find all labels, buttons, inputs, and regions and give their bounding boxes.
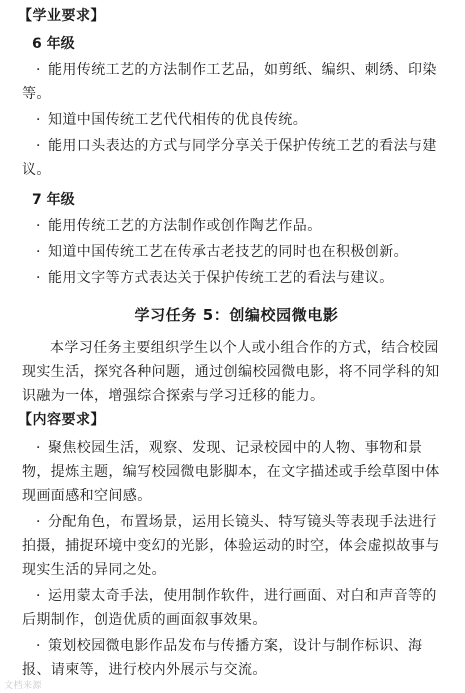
bullet-dot: · <box>36 112 41 128</box>
grade-7-item-text: 知道中国传统工艺在传承古老技艺的同时也在积极创新。 <box>48 244 408 260</box>
content-item <box>22 584 451 632</box>
grade-7-item <box>22 214 451 238</box>
bullet-dot: · <box>36 244 41 260</box>
bullet-dot: · <box>36 218 41 234</box>
bullet-dot: · <box>36 62 41 78</box>
bullet-dot: · <box>36 270 41 286</box>
grade-7-item-text: 能用传统工艺的方法制作或创作陶艺作品。 <box>48 218 322 234</box>
grade-6-heading: 6 年级 <box>32 36 75 52</box>
bullet-dot: · <box>36 440 41 456</box>
grade-6-item-text: 能用传统工艺的方法制作工艺品，如剪纸、编织、刺绣、印染等。 <box>22 62 437 102</box>
content-item <box>22 510 451 582</box>
content-item-text: 策划校园微电影作品发布与传播方案，设计与制作标识、海报、请柬等，进行校内外展示与交流。 <box>22 638 423 678</box>
academic-requirements-heading: 【学业要求】 <box>18 8 105 24</box>
grade-6-item <box>22 134 451 182</box>
bullet-dot: · <box>36 138 41 154</box>
grade-7-item <box>22 240 451 264</box>
task-title: 学习任务 5：创编校园微电影 <box>134 306 339 324</box>
grade-6-item <box>22 58 451 106</box>
watermark: 文档来源 <box>4 681 43 691</box>
content-item <box>22 436 451 508</box>
grade-7-heading: 7 年级 <box>32 192 75 208</box>
bullet-dot: · <box>36 514 41 530</box>
bullet-dot: · <box>36 638 41 654</box>
content-item-text: 分配角色，布置场景，运用长镜头、特写镜头等表现手法进行拍摄，捕捉环境中变幻的光影，体验运动的时空，体会虚拟故事与现实生活的异同之处。 <box>22 514 440 578</box>
grade-6-item <box>22 108 451 132</box>
grade-6-item-text: 知道中国传统工艺代代相传的优良传统。 <box>48 112 308 128</box>
bullet-dot: · <box>36 588 41 604</box>
content-item-text: 聚焦校园生活，观察、发现、记录校园中的人物、事物和景物，提炼主题，编写校园微电影脚本，在文字描述或手绘草图中体现画面感和空间感。 <box>22 440 440 504</box>
grade-7-item-text: 能用文字等方式表达关于保护传统工艺的看法与建议。 <box>48 270 394 286</box>
content-item-text: 运用蒙太奇手法，使用制作软件，进行画面、对白和声音等的后期制作，创造优质的画面叙事效果。 <box>22 588 437 628</box>
grade-6-item-text: 能用口头表达的方式与同学分享关于保护传统工艺的看法与建议。 <box>22 138 437 178</box>
content-requirements-heading: 【内容要求】 <box>18 412 105 428</box>
content-item <box>22 634 451 682</box>
grade-7-item <box>22 266 451 290</box>
task-intro: 本学习任务主要组织学生以个人或小组合作的方式，结合校园现实生活，探究各种问题，通过创编校园微电影，将不同学科的知识融为一体，增强综合探索与学习迁移的能力。 <box>22 340 440 404</box>
